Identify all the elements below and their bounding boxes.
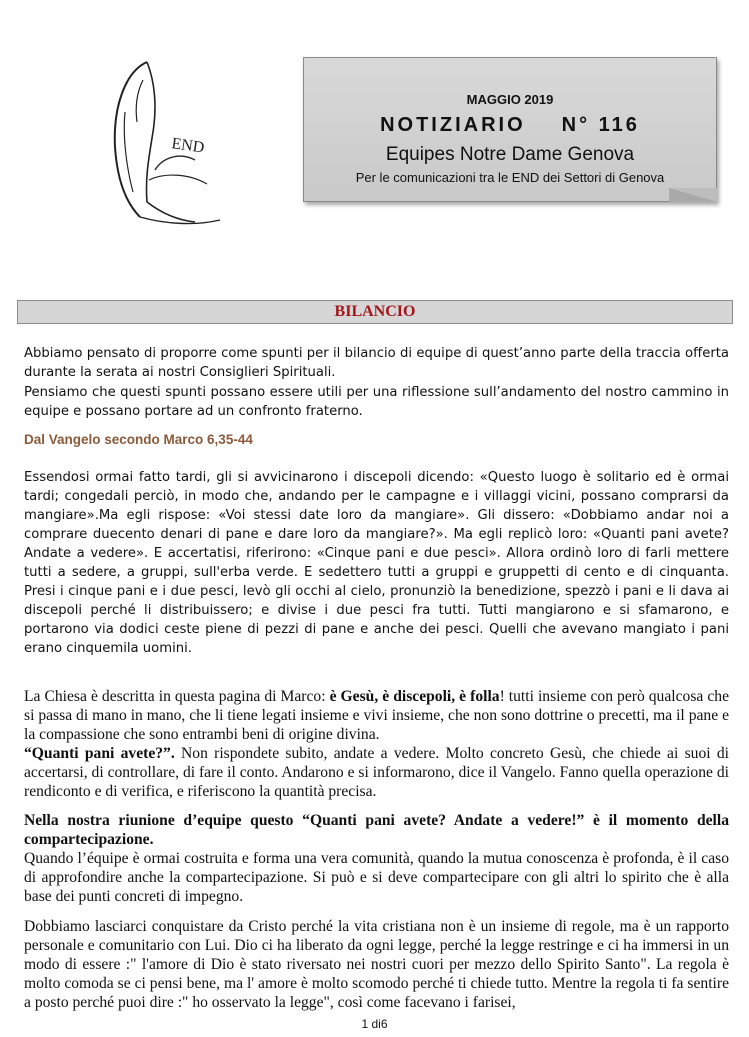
cristo-paragraph: Dobbiamo lasciarci conquistare da Cristo perché la vita cristiana non è un insieme di regole, ma è un rapporto personale e comunitario con Lui. Dio ci ha liberato da ogni legge, perché la legge restringe e ci ha immersi in un modo di essere :" l'amore di Dio è stato riversato nei nostri cuori per mezzo dello Spirito Santo". La regola è molto comoda se ci pensi bene, ma l' amore è molto scomodo perché ti chiede tutto. Mentre la regola ti fa sentire a posto perché puoi dire :" ho osservato la legge", così come facevano i farisei, <box>24 918 729 1011</box>
page-number: 1 di6 <box>361 1017 388 1031</box>
church-emphasis: è Gesù, è discepoli, è folla <box>329 688 500 705</box>
page-curl-decoration <box>669 188 717 202</box>
section-title: BILANCIO <box>17 300 733 324</box>
equipe-paragraph: Quando l’équipe è ormai costruita e forma una vera comunità, quando la mutua conoscenza è profonda, è il caso di approfondire anche la compartecipazione. Si può e si deve compartecipare con gli altri lo spirito che è alla base dei punti concreti di impegno. <box>24 850 729 905</box>
quanti-paragraph <box>24 744 729 801</box>
header-box <box>303 57 717 202</box>
quanti-question: “Quanti pani avete?”. <box>24 745 175 762</box>
header-title: NOTIZIARIO <box>380 114 526 136</box>
riunione-heading <box>24 811 729 849</box>
gospel-reference: Dal Vangelo secondo Marco 6,35-44 <box>24 432 253 447</box>
header-date: MAGGIO 2019 <box>466 92 554 107</box>
end-logo <box>85 52 245 232</box>
quanti-text: Non rispondete subito, andate a vedere. Molto concreto Gesù, che chiede ai suoi di accertarsi, di controllare, di fare il conto. Andarono e si informarono, dice il Vangelo. Fanno quella operazione di rendiconto e di verifica, e riferiscono la quantità precisa. <box>24 745 729 800</box>
church-text-end: ! tutti insieme con però qualcosa che si passa di mano in mano, che li tiene legati insieme e vivi insieme, che non sono dottrine o precetti, ma il pane e la compassione che sono entrambi beni di origine divina. <box>24 688 729 743</box>
intro-paragraph-1: Abbiamo pensato di proporre come spunti per il bilancio di equipe di quest’anno parte della traccia offerta durante la serata ai nostri Consiglieri Spirituali. <box>24 346 729 380</box>
header-subtitle: Per le comunicazioni tra le END dei Settori di Genova <box>355 170 665 185</box>
header-title-line <box>304 114 716 137</box>
gospel-passage: Essendosi ormai fatto tardi, gli si avvicinarono i discepoli dicendo: «Questo luogo è solitario ed è ormai tardi; congedali perciò, in modo che, andando per le campagne e i villaggi vicini, possano comprarsi da mangiare».Ma egli rispose: «Voi stessi date loro da mangiare». Gli dissero: «Dobbiamo andar noi a comprare duecento denari di pane e dare loro da mangiare?». Ma egli replicò loro: «Quanti pani avete? Andate a vedere». E accertatisi, riferirono: «Cinque pani e due pesci». Allora ordinò loro di farli mettere tutti a sedere, a gruppi, sull'erba verde. E sedettero tutti a gruppi e gruppetti di cento e di cinquanta. Presi i cinque pani e i due pesci, levò gli occhi al cielo, pronunziò la benedizione, spezzò i pani e li dava ai discepoli perché li distribuissero; e divise i due pesci fra tutti. Tutti mangiarono e si sfamarono, e portarono via dodici ceste piene di pezzi di pane e anche dei pesci. Quelli che avevano mangiato i pani erano cinquemila uomini. <box>24 470 729 656</box>
church-paragraph <box>24 687 729 744</box>
header-organization: Equipes Notre Dame Genova <box>385 144 635 165</box>
riunione-bold: Nella nostra riunione d’equipe questo “Quanti pani avete? Andate a vedere!” è il momento della compartecipazione. <box>24 812 729 848</box>
intro-paragraph-2: Pensiamo che questi spunti possano essere utili per una riflessione sull’andamento del nostro cammino in equipe e possano portare ad un confronto fraterno. <box>24 385 729 419</box>
church-text-start: La Chiesa è descritta in questa pagina di Marco: <box>24 688 330 705</box>
logo-text: END <box>170 135 206 157</box>
issue-number: N° 116 <box>561 114 640 136</box>
end-logo-drawing <box>85 52 245 232</box>
